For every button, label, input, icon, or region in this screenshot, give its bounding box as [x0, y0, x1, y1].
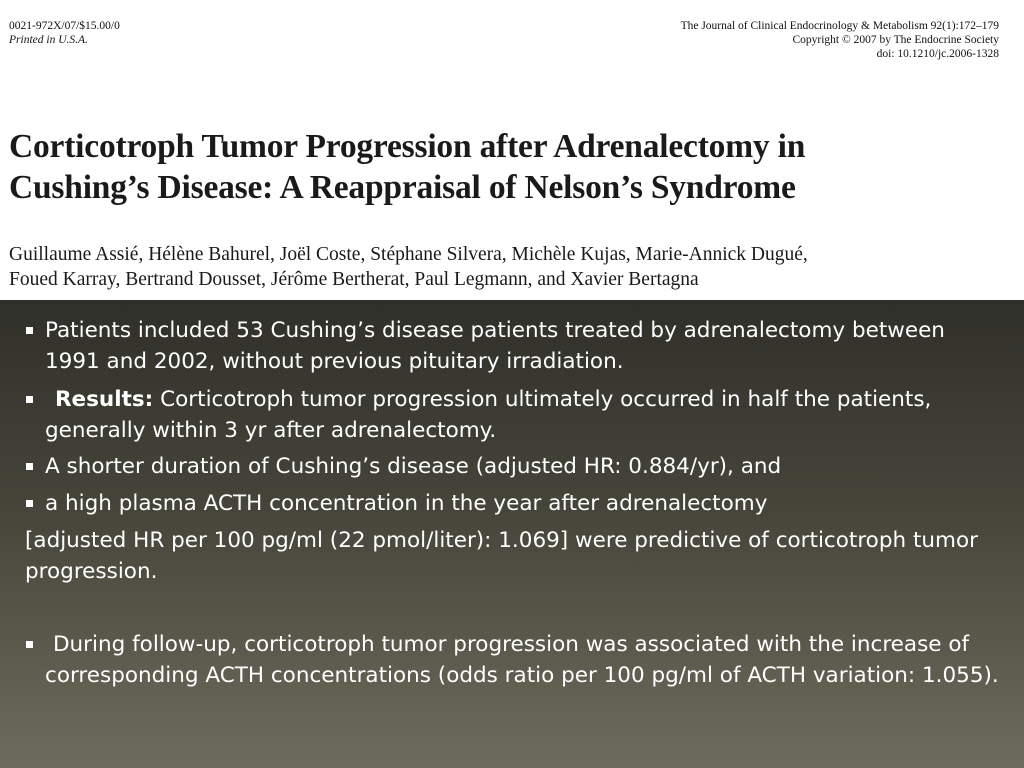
bullet-marker	[26, 327, 33, 334]
bullet-results	[45, 384, 1005, 446]
publication-codes	[9, 19, 120, 47]
journal-citation	[681, 19, 999, 61]
article-header	[0, 0, 1024, 300]
issn-price: 0021-972X/07/$15.00/0	[9, 20, 120, 32]
bullet-marker	[26, 641, 33, 648]
bullet-marker	[26, 463, 33, 470]
bullet-follow-up	[45, 629, 1005, 691]
title-line-1: Corticotroph Tumor Progression after Adrenalectomy in	[9, 128, 806, 165]
results-label: Results:	[55, 387, 154, 412]
continuation-text: [adjusted HR per 100 pg/ml (22 pmol/liter): 1.069] were predictive of corticotroph tumor progression.	[25, 528, 978, 584]
doi: doi: 10.1210/jc.2006-1328	[876, 48, 999, 60]
bullet-marker	[26, 396, 33, 403]
bullet-text: Patients included 53 Cushing’s disease patients treated by adrenalectomy between 1991 and 2002, without previous pituitary irradiation.	[45, 318, 945, 374]
authors-line-1: Guillaume Assié, Hélène Bahurel, Joël Coste, Stéphane Silvera, Michèle Kujas, Marie-Annick Dugué,	[9, 244, 808, 265]
bullet-text: Corticotroph tumor progression ultimately occurred in half the patients, generally within 3 yr after adrenalectomy.	[45, 387, 932, 443]
bullet-text: During follow-up, corticotroph tumor progression was associated with the increase of corresponding ACTH concentrations (odds ratio per 100 pg/ml of ACTH variation: 1.055).	[45, 632, 999, 688]
printed-in: Printed in U.S.A.	[9, 34, 88, 46]
author-list	[9, 242, 1019, 292]
bullet-acth-concentration	[45, 488, 1005, 519]
copyright: Copyright © 2007 by The Endocrine Society	[792, 34, 999, 46]
bullet-text: A shorter duration of Cushing’s disease (adjusted HR: 0.884/yr), and	[45, 454, 782, 479]
slide-body	[0, 300, 1024, 768]
bullet-shorter-duration	[45, 451, 1005, 482]
bullet-text: a high plasma ACTH concentration in the year after adrenalectomy	[45, 491, 768, 516]
paper-title	[9, 126, 1019, 208]
journal-name: The Journal of Clinical Endocrinology & Metabolism 92(1):172–179	[680, 20, 999, 32]
authors-line-2: Foued Karray, Bertrand Dousset, Jérôme Bertherat, Paul Legmann, and Xavier Bertagna	[9, 269, 699, 290]
title-line-2: Cushing’s Disease: A Reappraisal of Nelson’s Syndrome	[9, 169, 796, 206]
bullet-patients	[45, 315, 1005, 377]
bullet-marker	[26, 500, 33, 507]
